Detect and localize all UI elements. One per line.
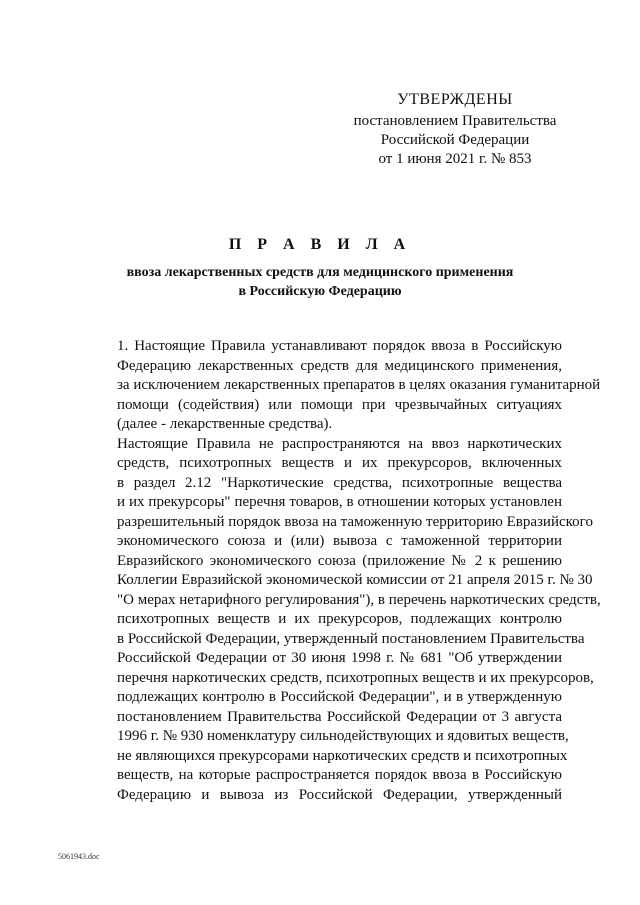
subtitle-line: в Российскую Федерацию (238, 284, 402, 299)
text-line: Коллегии Евразийской экономической комиссии от 21 апреля 2015 г. № 30 (117, 572, 593, 588)
paragraph-2 (80, 435, 601, 806)
document-subtitle (80, 263, 560, 301)
paragraph-1 (80, 337, 601, 435)
text-line: в Российской Федерации, утвержденный постановлением Правительства (117, 630, 585, 647)
text-line: (далее - лекарственные средства). (117, 416, 333, 432)
approval-heading: УТВЕРЖДЕНЫ (397, 91, 513, 108)
text-line: разрешительный порядок ввоза на таможенную территорию Евразийского (117, 513, 593, 530)
text-line: перечня наркотических средств, психотропных веществ и их прекурсоров, (117, 669, 594, 686)
document-title: П Р А В И Л А (228, 236, 412, 253)
text-line: подлежащих контролю в Российской Федерации", и в утвержденную (117, 689, 562, 705)
text-line: за исключением лекарственных препаратов в целях оказания гуманитарной (117, 377, 601, 393)
approval-line: постановлением Правительства (353, 113, 557, 129)
text-line: Евразийского экономического союза (приложение № 2 к решению (117, 552, 562, 569)
approval-line: Российской Федерации (380, 132, 530, 148)
text-line: психотропных веществ и их прекурсоров, подлежащих контролю (117, 611, 562, 627)
text-line: помощи (содействия) или помощи при чрезвычайных ситуациях (117, 396, 562, 413)
text-line: 1. Настоящие Правила устанавливают порядок ввоза в Российскую (117, 338, 562, 354)
text-line: "О мерах нетарифного регулирования"), в перечень наркотических средств, (117, 591, 601, 608)
text-line: в раздел 2.12 "Наркотические средства, психотропные вещества (117, 474, 562, 491)
text-line: Федерацию лекарственных средств для медицинского применения, (117, 357, 562, 374)
text-line: Федерацию и вывоза из Российской Федерации, утвержденный (117, 786, 562, 803)
approval-date-number: от 1 июня 2021 г. № 853 (378, 151, 532, 167)
text-line: Настоящие Правила не распространяются на ввоз наркотических (117, 435, 562, 452)
document-body (80, 337, 601, 805)
text-line: постановлением Правительства Российской Федерации от 3 августа (117, 708, 562, 725)
approval-block (340, 90, 570, 169)
text-line: средств, психотропных веществ и их прекурсоров, включенных (117, 455, 562, 471)
text-line: веществ, на которые распространяется порядок ввоза в Российскую (117, 767, 562, 783)
file-name-footer: 5061943.doc (58, 852, 100, 861)
text-line: и их прекурсоры" перечня товаров, в отношении которых установлен (117, 494, 562, 510)
text-line: 1996 г. № 930 номенклатуру сильнодействующих и ядовитых веществ, (117, 728, 569, 744)
subtitle-line: ввоза лекарственных средств для медицинского применения (126, 265, 514, 280)
text-line: экономического союза и (или) вывоза с таможенной территории (117, 533, 562, 549)
text-line: Российской Федерации от 30 июня 1998 г. № 681 "Об утверждении (117, 650, 562, 666)
text-line: не являющихся прекурсорами наркотических средств и психотропных (117, 747, 568, 764)
